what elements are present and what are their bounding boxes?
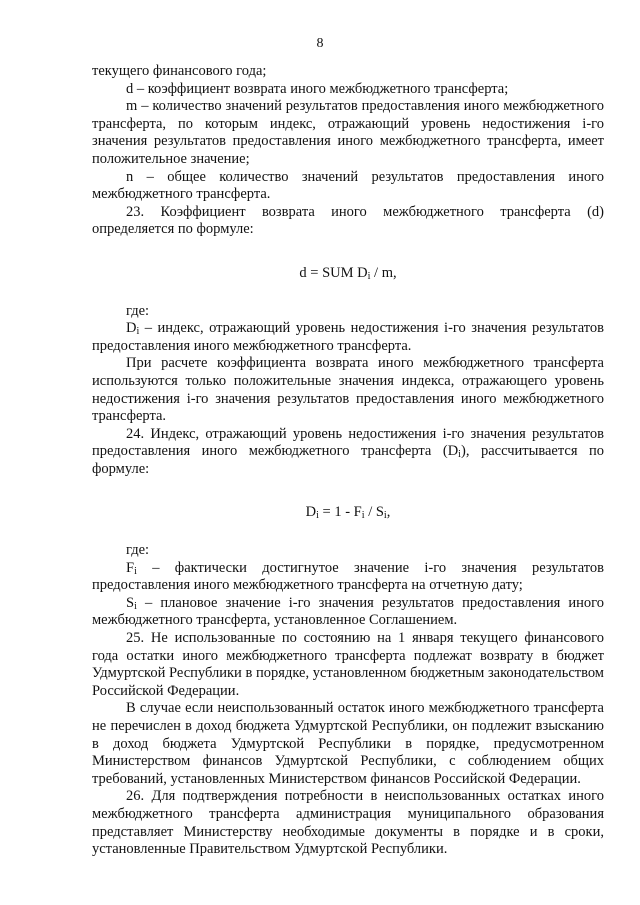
formula-di-d: , [386, 504, 391, 521]
definition-fi-symbol: F [126, 559, 135, 576]
formula-d-left: d = SUM D [299, 264, 368, 281]
definition-di-text: – индекс, отражающий уровень недостижения i-го значения результатов предоставления иного межбюджетного трансферта. [92, 320, 604, 354]
formula-di-a: D [305, 504, 317, 521]
paragraph-positive-values: При расчете коэффициента возврата иного межбюджетного трансферта используются только положительные значения индекса, отражающего уровень недостижения i-го значения результатов предоставления иного межбюджетного трансферта. [92, 355, 604, 425]
formula-di-c: / S [364, 504, 384, 521]
clause-24 [92, 426, 604, 479]
document-body [92, 63, 604, 859]
definition-fi [92, 560, 604, 595]
definition-m: m – количество значений результатов предоставления иного межбюджетного трансферта, по которым индекс, отражающий уровень недостижения i-го значения результатов предоставления иного межбюджетного трансферта, имеет положительное значение; [92, 98, 604, 167]
clause-25: 25. Не использованные по состоянию на 1 января текущего финансового года остатки иного межбюджетного трансферта подлежат возврату в бюджет Удмуртской Республики в порядке, установленном бюджетным законодательством Российской Федерации. [92, 630, 604, 699]
formula-d-right: / m, [370, 264, 397, 281]
definition-di-sub: i [136, 326, 140, 338]
clause-24-sub: i [458, 449, 461, 461]
formula-d [92, 265, 604, 283]
definition-si-symbol: S [126, 594, 135, 611]
formula-d-sub: i [367, 270, 371, 282]
formula-di-b: = 1 - F [318, 504, 362, 521]
clause-23: 23. Коэффициент возврата иного межбюджетного трансферта (d) определяется по формуле: [92, 203, 604, 238]
definition-si-sub: i [134, 600, 137, 612]
definition-si-text: – плановое значение i-го значения результатов предоставления иного межбюджетного трансферта, установленное Соглашением. [92, 594, 604, 629]
definition-n: n – общее количество значений результатов предоставления иного межбюджетного трансферта. [92, 168, 604, 203]
formula-di-a-sub: i [316, 510, 319, 522]
page-number: 8 [316, 36, 324, 51]
formula-di-c-sub: i [383, 510, 387, 522]
clause-26: 26. Для подтверждения потребности в неиспользованных остатках иного межбюджетного трансферта администрация муниципального образования представляет Министерству необходимые документы в порядке и в сроки, установленные Правительством Удмуртской Республики. [92, 788, 604, 858]
definition-d: d – коэффициент возврата иного межбюджетного трансферта; [126, 80, 509, 97]
where-label-2: где: [126, 542, 150, 559]
where-label-1: где: [126, 302, 150, 319]
paragraph-recovery: В случае если неиспользованный остаток иного межбюджетного трансферта не перечислен в доход бюджета Удмуртской Республики, он подлежит взысканию в доход бюджета Удмуртской Республики в порядке, предусмотренном Министерством финансов Удмуртской Республики, с соблюдением общих требований, установленных Министерством финансов Российской Федерации. [92, 700, 604, 787]
formula-di-b-sub: i [361, 510, 365, 522]
clause-24-text: 24. Индекс, отражающий уровень недостижения i-го значения результатов предоставления иного межбюджетного трансферта (D [92, 425, 604, 460]
definition-fi-text: – фактически достигнутое значение i-го значения результатов предоставления иного межбюджетного трансферта на отчетную дату; [92, 559, 604, 594]
paragraph-continuation: текущего финансового года; [92, 63, 267, 79]
definition-di [92, 320, 604, 355]
formula-di [92, 504, 604, 522]
clause-24-end: ), рассчитывается по формуле: [92, 443, 604, 477]
definition-di-symbol: D [126, 320, 137, 337]
definition-si [92, 595, 604, 630]
definition-fi-sub: i [134, 565, 137, 577]
